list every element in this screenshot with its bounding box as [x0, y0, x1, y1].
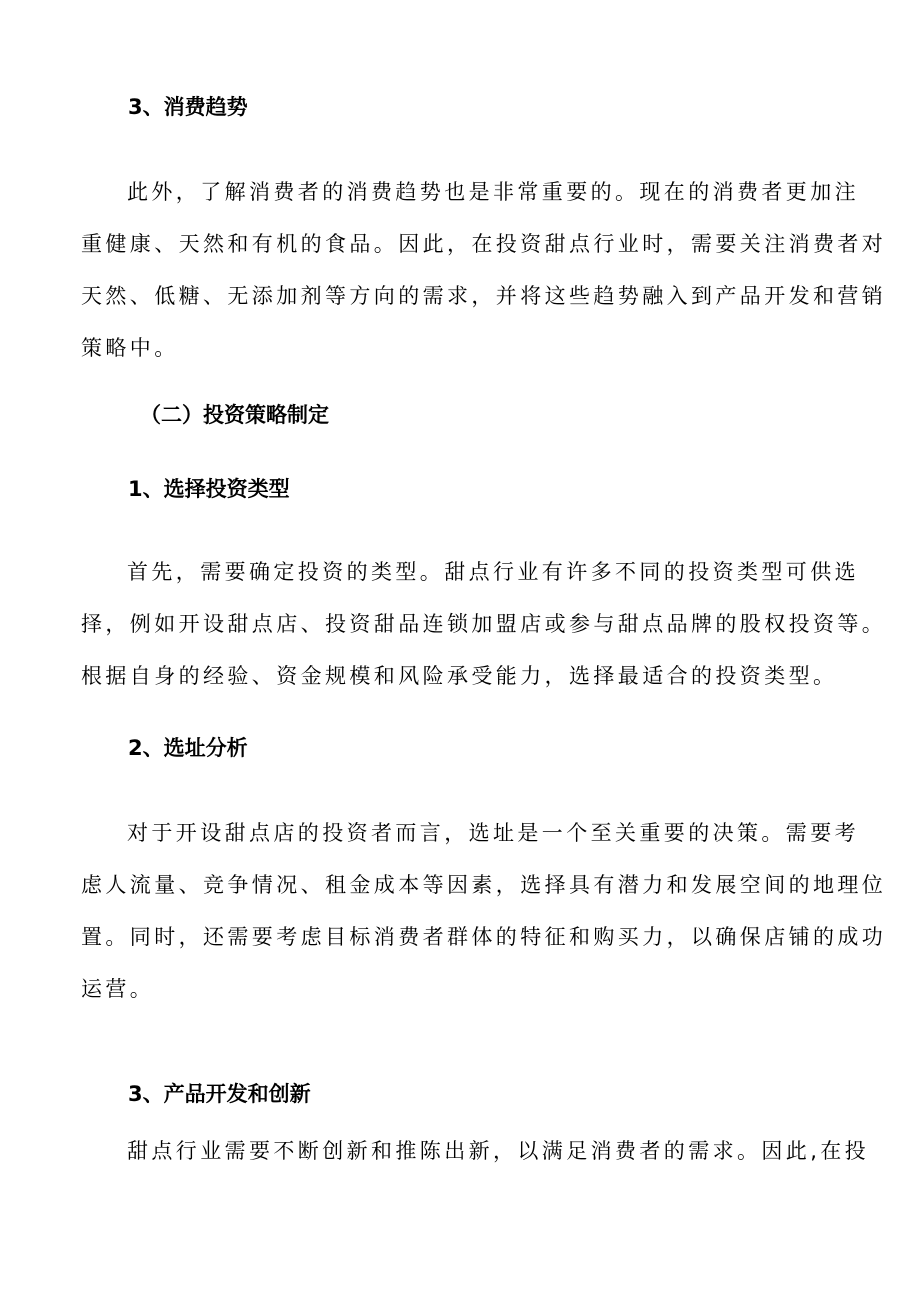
section-heading-product-development: 3、产品开发和创新: [128, 1082, 311, 1106]
section-heading-choose-investment-type: 1、选择投资类型: [128, 477, 290, 501]
section-heading-site-analysis: 2、选址分析: [128, 736, 248, 760]
paragraph-line: 对于开设甜点店的投资者而言，选址是一个至关重要的决策。需要考: [127, 821, 859, 845]
paragraph-line: 甜点行业需要不断创新和推陈出新，以满足消费者的需求。因此,在投: [127, 1139, 870, 1163]
paragraph-site-analysis: [81, 807, 887, 1015]
section-heading-investment-strategy: （二）投资策略制定: [140, 403, 329, 427]
paragraph-product-development: [81, 1125, 870, 1177]
paragraph-line: 运营。: [81, 977, 155, 1001]
paragraph-line: 天然、低糖、无添加剂等方向的需求，并将这些趋势融入到产品开发和营销: [81, 284, 887, 308]
paragraph-line: 重健康、天然和有机的食品。因此，在投资甜点行业时，需要关注消费者对: [81, 232, 887, 256]
paragraph-line: 策略中。: [81, 336, 179, 360]
paragraph-consumption-trend: [81, 166, 887, 374]
paragraph-line: 首先，需要确定投资的类型。甜点行业有许多不同的投资类型可供选: [127, 560, 859, 584]
paragraph-line: 虑人流量、竞争情况、租金成本等因素，选择具有潜力和发展空间的地理位: [81, 873, 887, 897]
section-heading-consumption-trend: 3、消费趋势: [128, 95, 248, 119]
paragraph-line: 择，例如开设甜点店、投资甜品连锁加盟店或参与甜点品牌的股权投资等。: [81, 612, 887, 636]
paragraph-line: 此外，了解消费者的消费趋势也是非常重要的。现在的消费者更加注: [127, 180, 859, 204]
paragraph-line: 根据自身的经验、资金规模和风险承受能力，选择最适合的投资类型。: [81, 664, 838, 688]
paragraph-line: 置。同时，还需要考虑目标消费者群体的特征和购买力，以确保店铺的成功: [81, 925, 887, 949]
paragraph-choose-investment-type: [81, 546, 887, 702]
